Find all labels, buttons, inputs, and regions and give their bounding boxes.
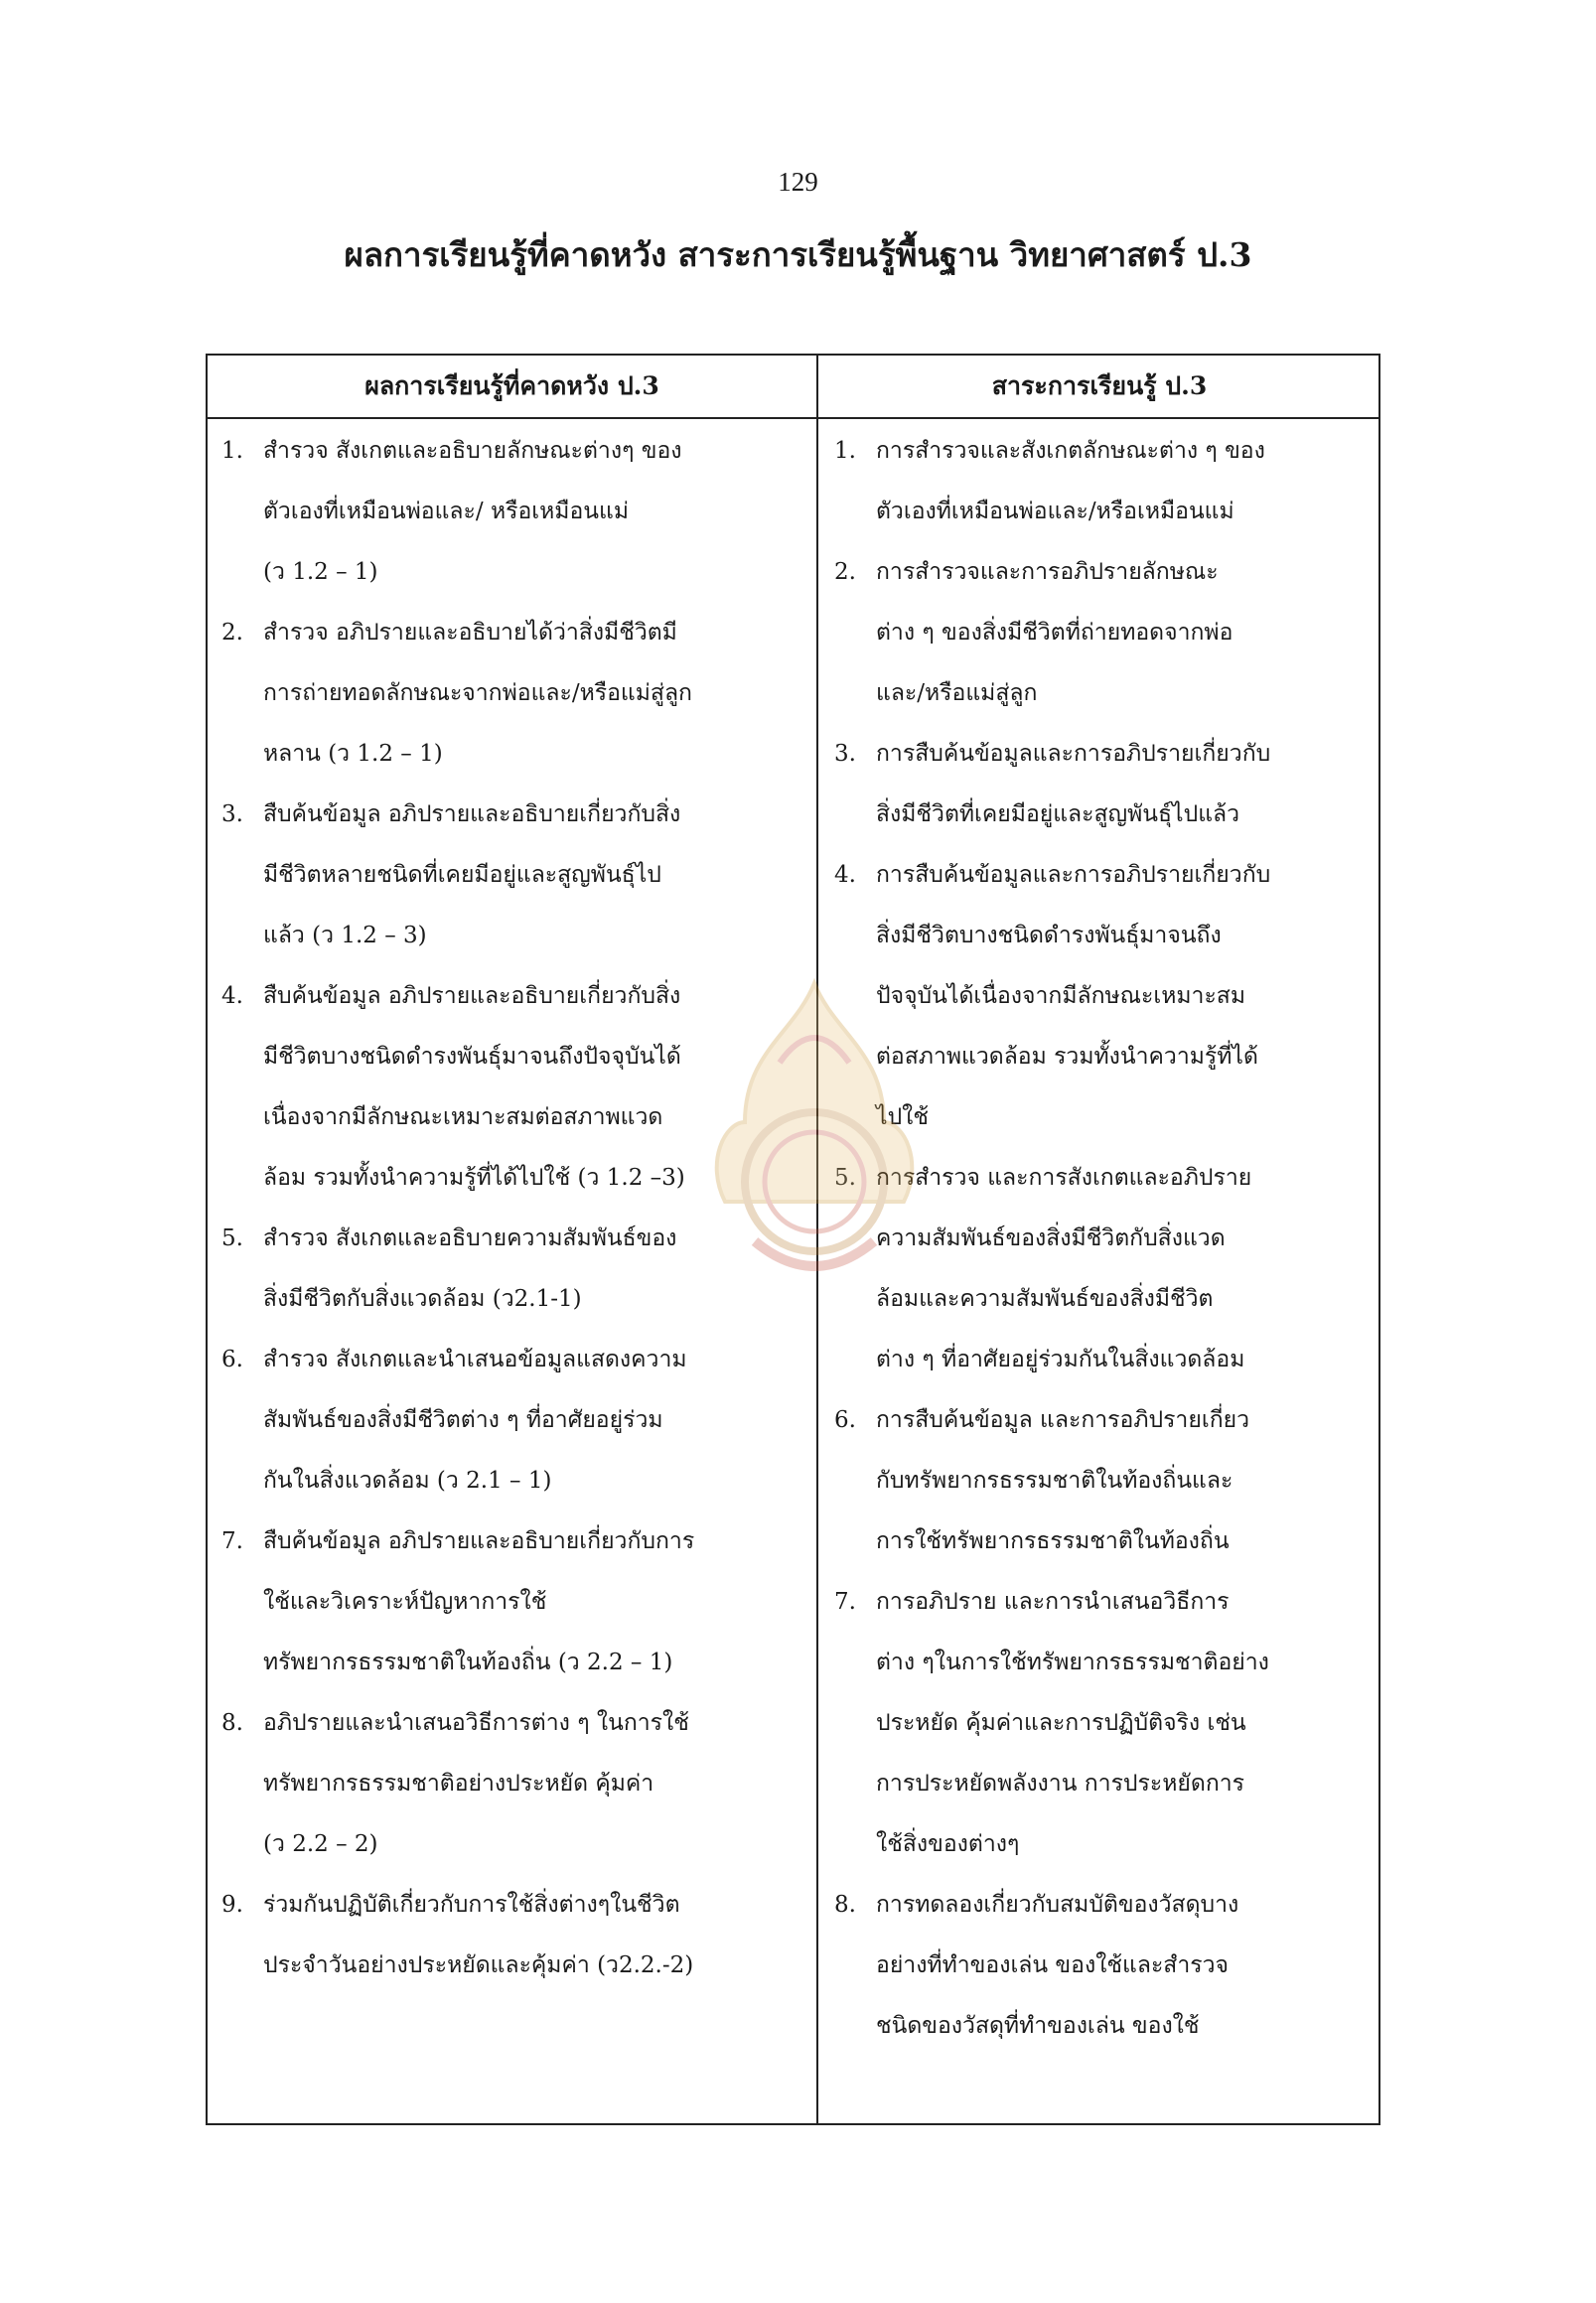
right-item-line: ต่าง ๆ ที่อาศัยอยู่ร่วมกันในสิ่งแวดล้อม: [876, 1347, 1245, 1372]
left-item-line: สัมพันธ์ของสิ่งมีชีวิตต่าง ๆ ที่อาศัยอยู่ร่วม: [263, 1407, 663, 1433]
right-item-number: 5.: [834, 1165, 856, 1191]
right-item-line: การใช้ทรัพยากรธรรมชาติในท้องถิ่น: [876, 1528, 1230, 1554]
header-expected-outcomes: ผลการเรียนรู้ที่คาดหวัง ป.3: [364, 371, 659, 400]
left-item-line: กันในสิ่งแวดล้อม (ว 2.1 – 1): [263, 1468, 552, 1494]
left-item-line: มีชีวิตหลายชนิดที่เคยมีอยู่และสูญพันธุ์ไป: [263, 862, 661, 888]
left-item-4: [219, 966, 804, 1209]
right-item-line: การสืบค้นข้อมูลและการอภิปรายเกี่ยวกับ: [876, 862, 1271, 888]
right-item-line: การสำรวจและการอภิปรายลักษณะ: [876, 559, 1219, 585]
left-item-line: แล้ว (ว 1.2 – 3): [263, 923, 427, 948]
left-item-line: ตัวเองที่เหมือนพ่อและ/ หรือเหมือนแม่: [263, 499, 629, 524]
left-item-line: หลาน (ว 1.2 – 1): [263, 741, 443, 767]
left-item-line: ประจำวันอย่างประหยัดและคุ้มค่า (ว2.2.-2): [263, 1952, 694, 1978]
right-item-1: [832, 421, 1371, 542]
right-item-line: การทดลองเกี่ยวกับสมบัติของวัสดุบาง: [876, 1892, 1239, 1918]
right-item-number: 3.: [834, 741, 856, 767]
page-number: 129: [778, 167, 818, 197]
left-item-line: ทรัพยากรธรรมชาติอย่างประหยัด คุ้มค่า: [263, 1771, 654, 1797]
right-item-number: 1.: [834, 438, 856, 464]
left-item-number: 5.: [221, 1225, 243, 1251]
right-item-line: ปัจจุบันได้เนื่องจากมีลักษณะเหมาะสม: [876, 983, 1246, 1009]
left-item-number: 8.: [221, 1710, 243, 1736]
right-item-line: ชนิดของวัสดุที่ทำของเล่น ของใช้: [876, 2013, 1200, 2039]
left-item-line: สืบค้นข้อมูล อภิปรายและอธิบายเกี่ยวกับสิ่ง: [263, 983, 681, 1009]
right-item-5: [832, 1148, 1371, 1390]
right-item-line: และ/หรือแม่สู่ลูก: [876, 680, 1038, 706]
left-item-line: สำรวจ สังเกตและอธิบายลักษณะต่างๆ ของ: [263, 438, 682, 464]
left-item-number: 6.: [221, 1347, 243, 1372]
right-item-line: อย่างที่ทำของเล่น ของใช้และสำรวจ: [876, 1952, 1230, 1978]
right-item-line: ความสัมพันธ์ของสิ่งมีชีวิตกับสิ่งแวด: [876, 1225, 1226, 1251]
curriculum-table: [206, 354, 1380, 2125]
right-item-6: [832, 1390, 1371, 1572]
left-item-line: (ว 2.2 – 2): [263, 1831, 378, 1857]
left-item-number: 2.: [221, 620, 243, 646]
right-item-line: การอภิปราย และการนำเสนอวิธีการ: [876, 1589, 1230, 1615]
right-item-number: 2.: [834, 559, 856, 585]
left-item-line: มีชีวิตบางชนิดดำรงพันธุ์มาจนถึงปัจจุบันได้: [263, 1044, 681, 1070]
right-item-2: [832, 542, 1371, 724]
right-item-line: ใช้สิ่งของต่างๆ: [876, 1831, 1020, 1857]
left-item-line: ร่วมกันปฏิบัติเกี่ยวกับการใช้สิ่งต่างๆในชีวิต: [263, 1892, 680, 1918]
left-item-number: 4.: [221, 983, 243, 1009]
left-item-9: [219, 1875, 804, 1996]
left-item-8: [219, 1693, 804, 1875]
right-item-line: การสำรวจและสังเกตลักษณะต่าง ๆ ของ: [876, 438, 1265, 464]
left-item-3: [219, 785, 804, 966]
left-item-line: สืบค้นข้อมูล อภิปรายและอธิบายเกี่ยวกับสิ่ง: [263, 801, 681, 827]
learning-content-column: [818, 421, 1380, 2057]
left-item-line: เนื่องจากมีลักษณะเหมาะสมต่อสภาพแวด: [263, 1104, 663, 1130]
right-item-7: [832, 1572, 1371, 1875]
right-item-line: การประหยัดพลังงาน การประหยัดการ: [876, 1771, 1245, 1797]
left-item-line: ใช้และวิเคราะห์ปัญหาการใช้: [263, 1589, 547, 1615]
left-item-number: 1.: [221, 438, 243, 464]
left-item-7: [219, 1511, 804, 1693]
header-learning-content: สาระการเรียนรู้ ป.3: [991, 371, 1208, 400]
left-item-line: สำรวจ สังเกตและนำเสนอข้อมูลแสดงความ: [263, 1347, 687, 1372]
right-item-8: [832, 1875, 1371, 2057]
right-item-number: 7.: [834, 1589, 856, 1615]
right-item-line: ต่อสภาพแวดล้อม รวมทั้งนำความรู้ที่ได้: [876, 1044, 1258, 1070]
left-item-line: สำรวจ อภิปรายและอธิบายได้ว่าสิ่งมีชีวิตมี: [263, 620, 677, 646]
right-item-4: [832, 845, 1371, 1148]
page-title: ผลการเรียนรู้ที่คาดหวัง สาระการเรียนรู้พื้นฐาน วิทยาศาสตร์ ป.3: [344, 235, 1252, 274]
right-item-line: สิ่งมีชีวิตที่เคยมีอยู่และสูญพันธุ์ไปแล้ว: [876, 801, 1240, 827]
left-item-line: การถ่ายทอดลักษณะจากพ่อและ/หรือแม่สู่ลูก: [263, 680, 692, 706]
right-item-line: การสำรวจ และการสังเกตและอภิปราย: [876, 1165, 1252, 1191]
left-item-number: 3.: [221, 801, 243, 827]
left-item-6: [219, 1330, 804, 1511]
right-item-line: ตัวเองที่เหมือนพ่อและ/หรือเหมือนแม่: [876, 499, 1234, 524]
right-item-3: [832, 724, 1371, 845]
left-item-line: สำรวจ สังเกตและอธิบายความสัมพันธ์ของ: [263, 1225, 677, 1251]
left-item-line: สืบค้นข้อมูล อภิปรายและอธิบายเกี่ยวกับการ: [263, 1528, 695, 1554]
left-item-line: ทรัพยากรธรรมชาติในท้องถิ่น (ว 2.2 – 1): [263, 1650, 673, 1675]
right-item-line: ประหยัด คุ้มค่าและการปฏิบัติจริง เช่น: [876, 1710, 1246, 1736]
left-item-5: [219, 1209, 804, 1330]
left-item-number: 9.: [221, 1892, 243, 1918]
table-header-row: [208, 356, 1378, 419]
left-item-line: สิ่งมีชีวิตกับสิ่งแวดล้อม (ว2.1-1): [263, 1286, 582, 1312]
right-item-line: สิ่งมีชีวิตบางชนิดดำรงพันธุ์มาจนถึง: [876, 923, 1222, 948]
right-item-line: ต่าง ๆในการใช้ทรัพยากรธรรมชาติอย่าง: [876, 1650, 1269, 1675]
right-item-line: กับทรัพยากรธรรมชาติในท้องถิ่นและ: [876, 1468, 1233, 1494]
right-item-line: การสืบค้นข้อมูล และการอภิปรายเกี่ยว: [876, 1407, 1250, 1433]
right-item-number: 6.: [834, 1407, 856, 1433]
right-item-line: ต่าง ๆ ของสิ่งมีชีวิตที่ถ่ายทอดจากพ่อ: [876, 620, 1233, 646]
right-item-number: 4.: [834, 862, 856, 888]
left-item-line: อภิปรายและนำเสนอวิธีการต่าง ๆ ในการใช้: [263, 1710, 689, 1736]
left-item-1: [219, 421, 804, 603]
left-item-number: 7.: [221, 1528, 243, 1554]
right-item-line: การสืบค้นข้อมูลและการอภิปรายเกี่ยวกับ: [876, 741, 1271, 767]
right-item-number: 8.: [834, 1892, 856, 1918]
right-item-line: ไปใช้: [876, 1104, 930, 1130]
right-item-line: ล้อมและความสัมพันธ์ของสิ่งมีชีวิต: [876, 1286, 1214, 1312]
expected-outcomes-column: [208, 421, 816, 1996]
left-item-line: (ว 1.2 – 1): [263, 559, 378, 585]
left-item-2: [219, 603, 804, 785]
left-item-line: ล้อม รวมทั้งนำความรู้ที่ได้ไปใช้ (ว 1.2 –3): [263, 1165, 685, 1191]
